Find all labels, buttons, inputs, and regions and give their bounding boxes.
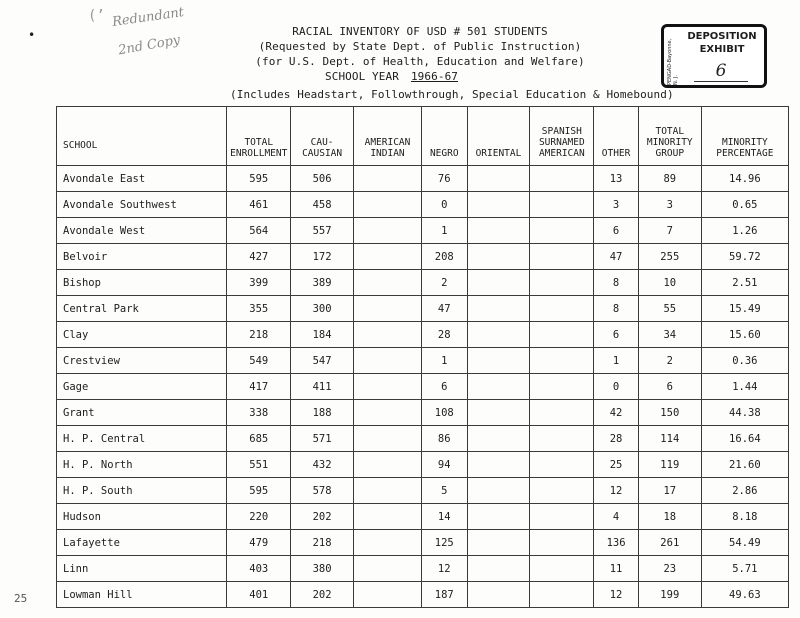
american-indian-count	[354, 504, 422, 530]
table-row	[57, 478, 789, 504]
oriental-count	[467, 270, 530, 296]
school-name: Linn	[57, 556, 227, 582]
minority-percentage: 49.63	[701, 582, 788, 608]
oriental-count	[467, 166, 530, 192]
table-row	[57, 348, 789, 374]
other-count: 25	[594, 452, 639, 478]
handwritten-note-copy: 2nd Copy	[117, 32, 182, 59]
table-row	[57, 166, 789, 192]
col-header: SPANISH SURNAMED AMERICAN	[530, 107, 594, 166]
col-header: AMERICAN INDIAN	[354, 107, 422, 166]
american-indian-count	[354, 426, 422, 452]
spanish-surnamed-count	[530, 166, 594, 192]
school-year-value: 1966-67	[410, 70, 459, 83]
other-count: 11	[594, 556, 639, 582]
spanish-surnamed-count	[530, 244, 594, 270]
total-enrollment: 685	[227, 426, 291, 452]
total-enrollment: 401	[227, 582, 291, 608]
oriental-count	[467, 244, 530, 270]
table-row	[57, 504, 789, 530]
spanish-surnamed-count	[530, 400, 594, 426]
col-header: SCHOOL	[57, 107, 227, 166]
oriental-count	[467, 322, 530, 348]
total-minority: 2	[638, 348, 701, 374]
table-row	[57, 296, 789, 322]
caucasian-count: 202	[291, 582, 354, 608]
caucasian-count: 202	[291, 504, 354, 530]
total-minority: 17	[638, 478, 701, 504]
total-enrollment: 417	[227, 374, 291, 400]
negro-count: 5	[421, 478, 467, 504]
other-count: 47	[594, 244, 639, 270]
total-enrollment: 479	[227, 530, 291, 556]
other-count: 136	[594, 530, 639, 556]
school-name: H. P. North	[57, 452, 227, 478]
school-name: Avondale Southwest	[57, 192, 227, 218]
spanish-surnamed-count	[530, 348, 594, 374]
spanish-surnamed-count	[530, 452, 594, 478]
total-minority: 18	[638, 504, 701, 530]
other-count: 8	[594, 270, 639, 296]
total-minority: 7	[638, 218, 701, 244]
other-count: 3	[594, 192, 639, 218]
american-indian-count	[354, 296, 422, 322]
oriental-count	[467, 556, 530, 582]
minority-percentage: 0.36	[701, 348, 788, 374]
minority-percentage: 16.64	[701, 426, 788, 452]
caucasian-count: 389	[291, 270, 354, 296]
total-enrollment: 355	[227, 296, 291, 322]
total-minority: 3	[638, 192, 701, 218]
total-enrollment: 403	[227, 556, 291, 582]
total-enrollment: 427	[227, 244, 291, 270]
total-enrollment: 461	[227, 192, 291, 218]
total-enrollment: 220	[227, 504, 291, 530]
total-enrollment: 549	[227, 348, 291, 374]
report-subtitle-2: (for U.S. Dept. of Health, Education and Welfare)	[255, 55, 585, 68]
other-count: 8	[594, 296, 639, 322]
caucasian-count: 184	[291, 322, 354, 348]
negro-count: 86	[421, 426, 467, 452]
negro-count: 1	[421, 348, 467, 374]
other-count: 4	[594, 504, 639, 530]
negro-count: 2	[421, 270, 467, 296]
american-indian-count	[354, 244, 422, 270]
american-indian-count	[354, 374, 422, 400]
caucasian-count: 188	[291, 400, 354, 426]
school-name: Avondale West	[57, 218, 227, 244]
exhibit-number: 6	[694, 61, 748, 82]
table-row	[57, 426, 789, 452]
table-row	[57, 374, 789, 400]
negro-count: 208	[421, 244, 467, 270]
report-includes-note: (Includes Headstart, Followthrough, Special Education & Homebound)	[230, 88, 674, 101]
american-indian-count	[354, 270, 422, 296]
oriental-count	[467, 348, 530, 374]
spanish-surnamed-count	[530, 556, 594, 582]
other-count: 6	[594, 322, 639, 348]
other-count: 28	[594, 426, 639, 452]
table-row	[57, 556, 789, 582]
american-indian-count	[354, 192, 422, 218]
caucasian-count: 571	[291, 426, 354, 452]
oriental-count	[467, 400, 530, 426]
minority-percentage: 8.18	[701, 504, 788, 530]
exhibit-title-1: DEPOSITION	[687, 31, 757, 42]
report-title: RACIAL INVENTORY OF USD # 501 STUDENTS	[292, 25, 548, 38]
col-header: MINORITY PERCENTAGE	[701, 107, 788, 166]
negro-count: 94	[421, 452, 467, 478]
table-row	[57, 218, 789, 244]
minority-percentage: 1.26	[701, 218, 788, 244]
caucasian-count: 380	[291, 556, 354, 582]
school-name: H. P. Central	[57, 426, 227, 452]
col-header: CAU-CAUSIAN	[291, 107, 354, 166]
spanish-surnamed-count	[530, 426, 594, 452]
caucasian-count: 432	[291, 452, 354, 478]
negro-count: 47	[421, 296, 467, 322]
school-name: H. P. South	[57, 478, 227, 504]
total-minority: 10	[638, 270, 701, 296]
caucasian-count: 458	[291, 192, 354, 218]
racial-inventory-table	[56, 106, 789, 608]
caucasian-count: 547	[291, 348, 354, 374]
american-indian-count	[354, 452, 422, 478]
school-name: Hudson	[57, 504, 227, 530]
negro-count: 108	[421, 400, 467, 426]
table-row	[57, 244, 789, 270]
total-minority: 119	[638, 452, 701, 478]
negro-count: 28	[421, 322, 467, 348]
minority-percentage: 15.60	[701, 322, 788, 348]
col-header: ORIENTAL	[467, 107, 530, 166]
american-indian-count	[354, 322, 422, 348]
table-row	[57, 582, 789, 608]
total-enrollment: 338	[227, 400, 291, 426]
american-indian-count	[354, 400, 422, 426]
american-indian-count	[354, 556, 422, 582]
total-enrollment: 564	[227, 218, 291, 244]
table-row	[57, 270, 789, 296]
table-row	[57, 322, 789, 348]
american-indian-count	[354, 478, 422, 504]
minority-percentage: 15.49	[701, 296, 788, 322]
oriental-count	[467, 426, 530, 452]
other-count: 12	[594, 582, 639, 608]
caucasian-count: 557	[291, 218, 354, 244]
oriental-count	[467, 504, 530, 530]
negro-count: 0	[421, 192, 467, 218]
table-row	[57, 192, 789, 218]
minority-percentage: 59.72	[701, 244, 788, 270]
oriental-count	[467, 374, 530, 400]
american-indian-count	[354, 582, 422, 608]
deposition-exhibit-stamp	[661, 24, 767, 88]
table-row	[57, 400, 789, 426]
spanish-surnamed-count	[530, 322, 594, 348]
minority-percentage: 54.49	[701, 530, 788, 556]
exhibit-stamp-maker: PENGAD-Bayonne, N. J.	[667, 38, 679, 85]
col-header: TOTAL MINORITY GROUP	[638, 107, 701, 166]
negro-count: 76	[421, 166, 467, 192]
school-name: Bishop	[57, 270, 227, 296]
total-minority: 89	[638, 166, 701, 192]
school-name: Lafayette	[57, 530, 227, 556]
oriental-count	[467, 218, 530, 244]
table-row	[57, 530, 789, 556]
school-name: Grant	[57, 400, 227, 426]
total-enrollment: 218	[227, 322, 291, 348]
spanish-surnamed-count	[530, 478, 594, 504]
col-header: TOTAL ENROLLMENT	[227, 107, 291, 166]
handwritten-note-redundant: Redundant	[111, 5, 185, 30]
american-indian-count	[354, 166, 422, 192]
corner-number: 25	[14, 592, 28, 605]
minority-percentage: 21.60	[701, 452, 788, 478]
minority-percentage: 5.71	[701, 556, 788, 582]
caucasian-count: 578	[291, 478, 354, 504]
minority-percentage: 44.38	[701, 400, 788, 426]
spanish-surnamed-count	[530, 530, 594, 556]
oriental-count	[467, 582, 530, 608]
negro-count: 187	[421, 582, 467, 608]
minority-percentage: 14.96	[701, 166, 788, 192]
spanish-surnamed-count	[530, 296, 594, 322]
negro-count: 1	[421, 218, 467, 244]
other-count: 12	[594, 478, 639, 504]
oriental-count	[467, 296, 530, 322]
total-minority: 6	[638, 374, 701, 400]
spanish-surnamed-count	[530, 504, 594, 530]
table-row	[57, 452, 789, 478]
spanish-surnamed-count	[530, 374, 594, 400]
oriental-count	[467, 478, 530, 504]
other-count: 0	[594, 374, 639, 400]
table-header-row	[57, 107, 789, 166]
caucasian-count: 506	[291, 166, 354, 192]
oriental-count	[467, 192, 530, 218]
other-count: 42	[594, 400, 639, 426]
minority-percentage: 2.86	[701, 478, 788, 504]
col-header: OTHER	[594, 107, 639, 166]
total-minority: 150	[638, 400, 701, 426]
spanish-surnamed-count	[530, 582, 594, 608]
col-header: NEGRO	[421, 107, 467, 166]
other-count: 13	[594, 166, 639, 192]
spanish-surnamed-count	[530, 218, 594, 244]
negro-count: 14	[421, 504, 467, 530]
total-minority: 23	[638, 556, 701, 582]
other-count: 6	[594, 218, 639, 244]
total-enrollment: 399	[227, 270, 291, 296]
handwritten-tick: (’	[88, 8, 105, 24]
caucasian-count: 172	[291, 244, 354, 270]
spanish-surnamed-count	[530, 270, 594, 296]
oriental-count	[467, 530, 530, 556]
negro-count: 6	[421, 374, 467, 400]
total-minority: 255	[638, 244, 701, 270]
other-count: 1	[594, 348, 639, 374]
american-indian-count	[354, 218, 422, 244]
school-year-line	[325, 69, 458, 84]
report-subtitle-1: (Requested by State Dept. of Public Instruction)	[258, 40, 582, 53]
total-minority: 199	[638, 582, 701, 608]
school-name: Avondale East	[57, 166, 227, 192]
total-enrollment: 595	[227, 166, 291, 192]
school-name: Clay	[57, 322, 227, 348]
school-name: Crestview	[57, 348, 227, 374]
american-indian-count	[354, 348, 422, 374]
minority-percentage: 1.44	[701, 374, 788, 400]
exhibit-title-2: EXHIBIT	[699, 44, 745, 55]
total-enrollment: 595	[227, 478, 291, 504]
spanish-surnamed-count	[530, 192, 594, 218]
total-minority: 55	[638, 296, 701, 322]
school-name: Belvoir	[57, 244, 227, 270]
total-minority: 34	[638, 322, 701, 348]
total-minority: 261	[638, 530, 701, 556]
school-name: Gage	[57, 374, 227, 400]
total-enrollment: 551	[227, 452, 291, 478]
negro-count: 125	[421, 530, 467, 556]
negro-count: 12	[421, 556, 467, 582]
caucasian-count: 218	[291, 530, 354, 556]
total-minority: 114	[638, 426, 701, 452]
caucasian-count: 411	[291, 374, 354, 400]
school-name: Lowman Hill	[57, 582, 227, 608]
oriental-count	[467, 452, 530, 478]
minority-percentage: 0.65	[701, 192, 788, 218]
minority-percentage: 2.51	[701, 270, 788, 296]
school-name: Central Park	[57, 296, 227, 322]
school-year-label: SCHOOL YEAR	[325, 70, 399, 83]
ink-mark: •	[28, 28, 36, 42]
american-indian-count	[354, 530, 422, 556]
caucasian-count: 300	[291, 296, 354, 322]
